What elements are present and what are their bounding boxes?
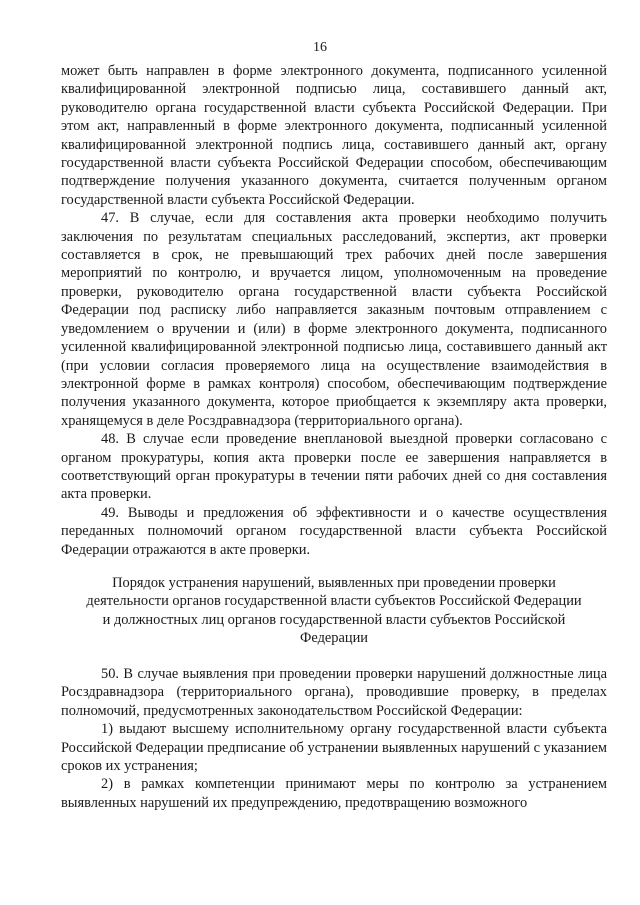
section-heading (61, 574, 607, 648)
section-heading-line-2: деятельности органов государственной власти субъектов Российской Федерации (86, 593, 582, 610)
body-text-lower (61, 665, 607, 812)
section-heading-line-3: и должностных лиц органов государственной власти субъектов Российской (102, 611, 566, 628)
section-heading-line-1: Порядок устранения нарушений, выявленных при проведении проверки (112, 575, 556, 591)
paragraph-50-item-2: 2) в рамках компетенции принимают меры по контролю за устранением выявленных нарушений их предупреждению, предотвращению возможного (61, 776, 607, 811)
body-text-upper (61, 62, 607, 559)
paragraph-48: 48. В случае если проведение внеплановой выездной проверки согласовано с органом прокуратуры, копия акта проверки после ее завершения направляется в соответствующий орган прокуратуры в течении пяти рабочих дней со дня составления акта проверки. (61, 431, 607, 503)
paragraph-continuation: может быть направлен в форме электронного документа, подписанного усиленной квалифицированной электронной подписью лица, составившего данный акт, руководителю органа государственной власти субъекта Российской Федерации. При этом акт, направленный в форме электронного документа, подписанный усиленной квалифицированной электронной подпись лица, составившего данный акт, органу государственной власти субъекта Российской Федерации способом, обеспечивающим подтверждение получения указанного документа, считается полученным органом государственной власти субъекта Российской Федерации. (61, 63, 607, 208)
page-number: 16 (313, 40, 327, 55)
section-heading-line-4: Федерации (300, 630, 368, 647)
paragraph-49: 49. Выводы и предложения об эффективности и о качестве осуществления переданных полномочий органом государственной власти субъекта Российской Федерации отражаются в акте проверки. (61, 504, 607, 558)
paragraph-47: 47. В случае, если для составления акта проверки необходимо получить заключения по результатам специальных расследований, экспертиз, акт проверки составляется в срок, не превышающий трех рабочих дней после завершения мероприятий по контролю, и вручается лицом, уполномоченным на проведение проверки, руководителю органа государственной власти субъекта Российской Федерации под расписку либо направляется заказным почтовым отправлением с уведомлением о вручении и (или) в форме электронного документа, подписанного усиленной квалифицированной электронной подписью лица, составившего данный акт (при условии согласия проверяемого лица на осуществление взаимодействия в электронной форме в рамках контроля) способом, обеспечивающим подтверждение получения указанного документа, которое приобщается к экземпляру акта проверки, хранящемуся в деле Росздравнадзора (территориального органа). (61, 210, 607, 429)
paragraph-50-item-1: 1) выдают высшему исполнительному органу государственной власти субъекта Российской Федерации предписание об устранении выявленных нарушений с указанием сроков их устранения; (61, 721, 607, 775)
paragraph-50: 50. В случае выявления при проведении проверки нарушений должностные лица Росздравнадзора (территориального органа), проводившие проверку, в пределах полномочий, предусмотренных законодательством Российской Федерации: (61, 666, 607, 719)
